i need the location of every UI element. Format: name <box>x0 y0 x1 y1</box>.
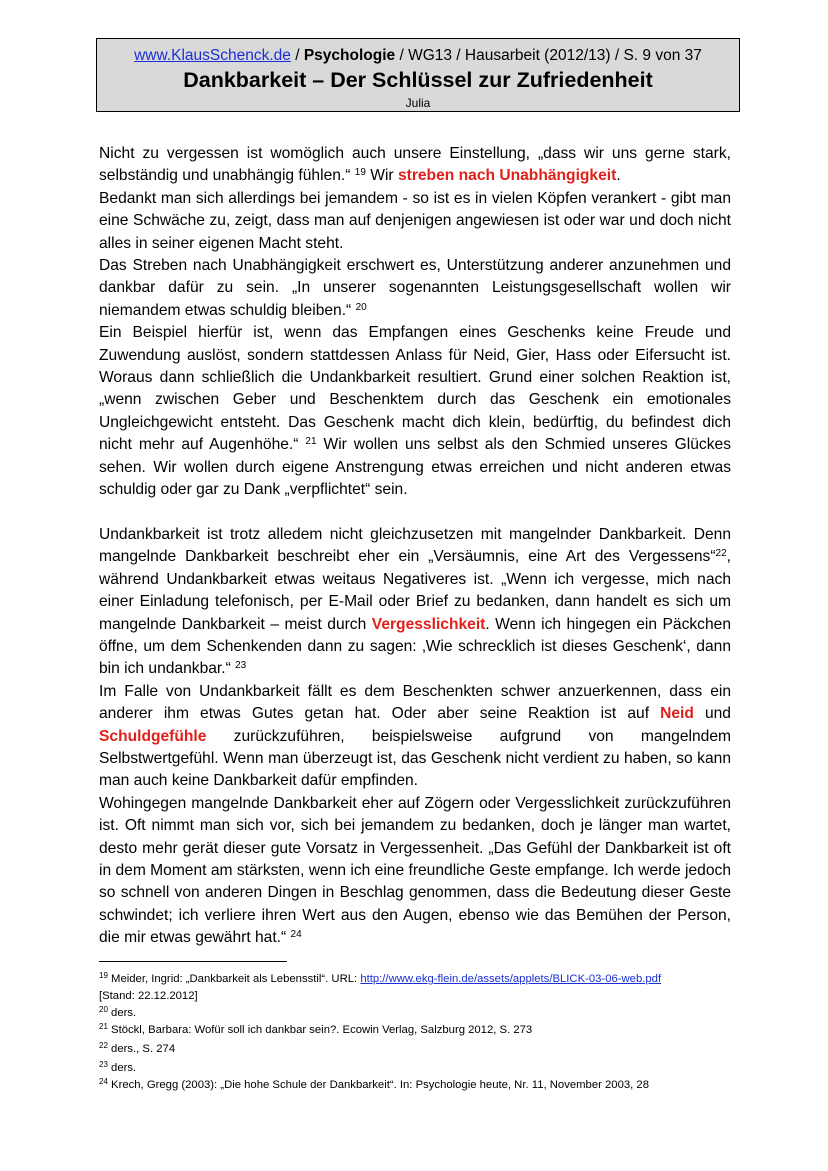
paragraph-7: Wohingegen mangelnde Dankbarkeit eher auf Zögern oder Vergesslichkeit zurückzuführen ist. Oft nimmt man sich vor, sich bei jemandem zu bedanken, doch je länger man wartet, desto mehr gerät dieser gute Vorsatz in Vergessenheit. „Das Gefühl der Dankbarkeit ist oft in dem Moment am stärksten, wenn ich eine freundliche Geste empfange. Ich werde jedoch so schnell von anderen Dingen in Beschlag genommen, dass die Bedeutung dieser Geste schwindet; ich verliere ihren Wert aus den Augen, ebenso wie das Bemühen der Person, die mir etwas gewährt hat.“ $^{24}$ <box>99 794 731 947</box>
footnote-divider <box>99 961 287 962</box>
paragraph-4: Ein Beispiel hierfür ist, wenn das Empfangen eines Geschenks keine Freude und Zuwendung auslöst, sondern stattdessen Anlass für Neid, Gier, Hass oder Eifersucht ist. Woraus dann schließlich die Undankbarkeit resultiert. Grund einer solchen Reaktion ist, „wenn zwischen Geber und Beschenktem durch das Geschenk ein emotionales Ungleichgewicht entsteht. Das Geschenk macht dich klein, bedürftig, du befindest dich nicht mehr auf Augenhöhe.“ $^{21}$ Wir wollen uns selbst als den Schmied unseres Glückes sehen. Wir wollen durch eigene Anstrengung etwas erreichen und nicht anderen etwas schuldig oder gar zu Dank „verpflichtet“ sein. <box>99 324 731 499</box>
footnote-ref[interactable]: 21 <box>305 436 317 448</box>
paragraph-1: Nicht zu vergessen ist womöglich auch unsere Einstellung, „dass wir uns gerne stark, selbständig und unabhängig fühlen.“ $^{19}$ Wir streben nach Unabhängigkeit. <box>99 145 731 185</box>
footnote-22: $^{22}$ ders., S. 274 <box>99 1041 176 1055</box>
footnote-23: $^{23}$ ders. <box>99 1060 137 1074</box>
highlight-term: streben nach Unabhängigkeit <box>397 167 617 185</box>
footnote-20: $^{20}$ ders. <box>99 1005 137 1019</box>
footnote-19: $^{19}$ Meider, Ingrid: „Dankbarkeit als Lebensstil“. URL: http://www.ekg-flein.de/assets/applets/BLICK-03-06-web.pdf [Stand: 22.12.2012] <box>99 971 662 1002</box>
author-name: Julia <box>405 96 431 110</box>
header-sep: / <box>290 47 304 64</box>
paragraph-5: Undankbarkeit ist trotz alledem nicht gleichzusetzen mit mangelnder Dankbarkeit. Denn mangelnde Dankbarkeit beschreibt eher ein „Versäumnis, eine Art des Vergessens“$^{22}$, während Undankbarkeit etwas weitaus Negativeres ist. „Wenn ich vergesse, mich nach einer Einladung telefonisch, per E-Mail oder Brief zu bedanken, dann handelt es sich um mangelnde Dankbarkeit – meist durch Vergesslichkeit. Wenn ich hingegen ein Päckchen öffne, um dem Schenkenden dann zu sagen: ‚Wie schrecklich ist dieses Geschenk‘, dann bin ich undankbar.“ $^{23}$ <box>99 525 731 678</box>
highlight-term: Neid <box>660 705 694 723</box>
footnote-ref[interactable]: 22 <box>715 548 727 560</box>
paragraph-2: Bedankt man sich allerdings bei jemandem - so ist es in vielen Köpfen verankert - gibt man eine Schwäche zu, zeigt, dass man auf denjenigen angewiesen ist oder war und doch nicht alles in seiner eigenen Macht steht. <box>99 189 731 252</box>
site-link[interactable]: www.KlausSchenck.de <box>134 47 291 64</box>
footnote-ref[interactable]: 19 <box>354 167 366 179</box>
paragraph-6: Im Falle von Undankbarkeit fällt es dem Beschenkten schwer anzuerkennen, dass ein anderer ihm etwas Gutes getan hat. Oder aber seine Reaktion ist auf Neid und Schuldgefühle zurückzuführen, beispielsweise aufgrund von mangelndem Selbstwertgefühl. Wenn man überzeugt ist, das Geschenk nicht verdient zu haben, so kann man auch keine Dankbarkeit dafür empfinden. <box>99 682 731 790</box>
footnote-ref[interactable]: 20 <box>355 301 367 313</box>
page-title: Dankbarkeit – Der Schlüssel zur Zufriedenheit <box>183 68 653 92</box>
footnote-ref[interactable]: 24 <box>290 929 302 941</box>
footnote-url-link[interactable]: http://www.ekg-flein.de/assets/applets/BLICK-03-06-web.pdf <box>360 973 662 985</box>
footnote-21: $^{21}$ Stöckl, Barbara: Wofür soll ich dankbar sein?. Ecowin Verlag, Salzburg 2012, S. 273 <box>99 1022 533 1036</box>
highlight-term: Vergesslichkeit <box>371 615 486 633</box>
highlight-term: Schuldgefühle <box>99 727 207 745</box>
body-text <box>99 143 731 950</box>
page-header <box>96 38 740 112</box>
header-breadcrumb <box>97 46 739 65</box>
footnote-ref[interactable]: 23 <box>235 660 247 672</box>
paragraph-3: Das Streben nach Unabhängigkeit erschwert es, Unterstützung anderer anzunehmen und dankbar dafür zu sein. „In unserer sogenannten Leistungsgesellschaft wollen wir niemandem etwas schuldig bleiben.“ $^{20}$ <box>99 257 731 319</box>
header-meta: / WG13 / Hausarbeit (2012/13) / S. 9 von 37 <box>395 47 702 64</box>
footnote-24: $^{24}$ Krech, Gregg (2003): „Die hohe Schule der Dankbarkeit“. In: Psychologie heute, Nr. 11, November 2003, 28 <box>99 1077 649 1091</box>
header-subject: Psychologie <box>303 47 396 64</box>
footnotes <box>99 971 739 1094</box>
